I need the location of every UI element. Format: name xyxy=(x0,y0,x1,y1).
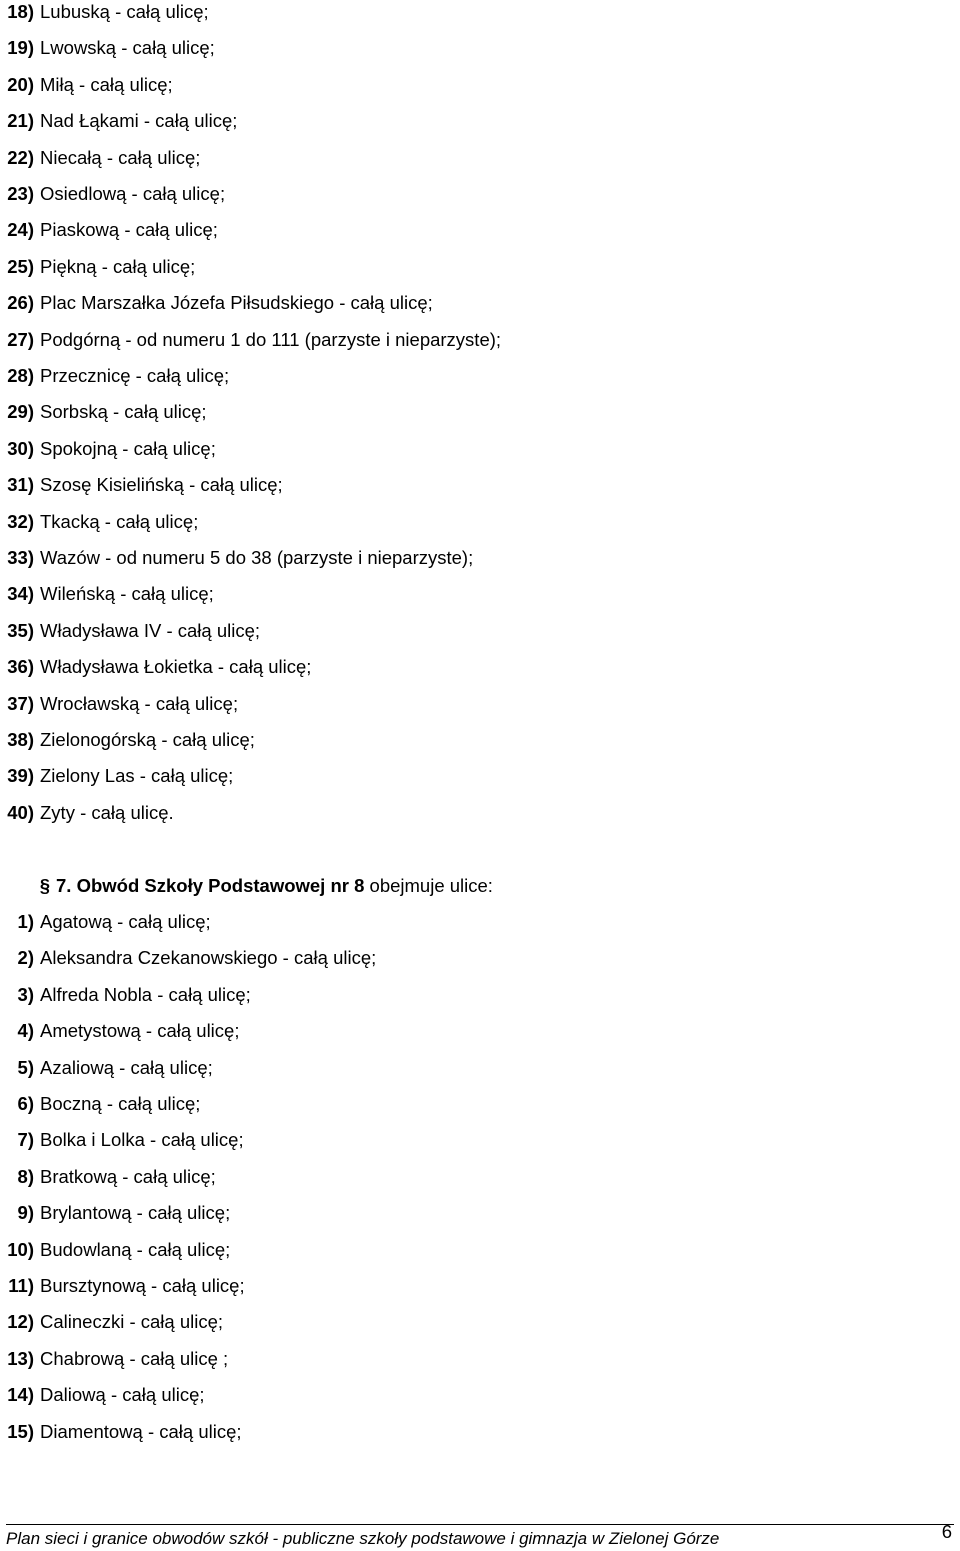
list-item xyxy=(0,1377,205,1413)
list-item-text: Niecałą - całą ulicę; xyxy=(40,146,201,168)
list-item xyxy=(0,904,211,940)
list-item-number: 25) xyxy=(7,255,34,277)
list-item xyxy=(0,212,218,248)
footer-title: Plan sieci i granice obwodów szkół - publiczne szkoły podstawowe i gimnazja w Zielonej Górze xyxy=(6,1529,720,1548)
list-item xyxy=(0,722,255,758)
list-item-number: 8) xyxy=(17,1165,34,1187)
list-item-number: 27) xyxy=(7,328,34,350)
list-item xyxy=(0,1159,216,1195)
list-item xyxy=(0,1195,230,1231)
list-item-number: 1) xyxy=(17,911,34,932)
list-item-text: Miłą - całą ulicę; xyxy=(40,73,173,95)
list-item-text: Boczną - całą ulicę; xyxy=(40,1093,201,1114)
list-item-number: 33) xyxy=(7,547,34,568)
list-item-text: Piaskową - całą ulicę; xyxy=(40,219,218,241)
list-item-number: 10) xyxy=(7,1238,34,1260)
list-item xyxy=(0,431,216,467)
list-item-number: 38) xyxy=(7,729,34,750)
section-heading xyxy=(0,868,940,904)
list-item-number: 18) xyxy=(7,1,34,22)
list-item xyxy=(0,540,473,576)
list-item-text: Chabrową - całą ulicę ; xyxy=(40,1347,229,1369)
list-item-number: 12) xyxy=(7,1311,34,1333)
list-item-number: 5) xyxy=(17,1056,34,1078)
list-item xyxy=(0,1414,242,1450)
list-item-number: 13) xyxy=(7,1347,34,1369)
list-item-text: Spokojną - całą ulicę; xyxy=(40,437,216,459)
list-item xyxy=(0,0,209,30)
section-sign-icon: § xyxy=(39,875,50,896)
list-item-number: 34) xyxy=(7,583,34,605)
list-item xyxy=(0,467,283,503)
list-item-number: 39) xyxy=(7,765,34,787)
list-item xyxy=(0,795,174,831)
list-item xyxy=(0,322,501,358)
list-item xyxy=(0,285,433,321)
list-item-text: Diamentową - całą ulicę; xyxy=(40,1420,242,1442)
page-number: 6 xyxy=(941,1521,952,1542)
list-item-text: Azaliową - całą ulicę; xyxy=(40,1056,213,1078)
list-item-text: Sorbską - całą ulicę; xyxy=(40,401,207,423)
list-item xyxy=(0,1232,230,1268)
list-item-text: Osiedlową - całą ulicę; xyxy=(40,183,226,204)
list-item-text: Władysława IV - całą ulicę; xyxy=(40,619,261,641)
list-item-text: Przecznicę - całą ulicę; xyxy=(40,365,230,386)
list-item-text: Zyty - całą ulicę. xyxy=(40,801,174,823)
list-item-text: Nad Łąkami - całą ulicę; xyxy=(40,110,238,132)
list-item xyxy=(0,504,198,540)
list-item-number: 7) xyxy=(17,1129,34,1151)
list-item xyxy=(0,1122,244,1158)
section-heading-rest: obejmuje ulice: xyxy=(364,875,493,896)
list-item-text: Bratkową - całą ulicę; xyxy=(40,1165,216,1187)
list-item xyxy=(0,686,238,722)
list-item-number: 19) xyxy=(7,37,34,59)
list-item-text: Plac Marszałka Józefa Piłsudskiego - całą ulicę; xyxy=(40,292,433,314)
list-item xyxy=(0,1013,239,1049)
list-item xyxy=(0,940,376,976)
list-item xyxy=(0,977,251,1013)
list-item-number: 11) xyxy=(8,1275,34,1296)
list-item-text: Bursztynową - całą ulicę; xyxy=(40,1275,245,1296)
list-item-number: 22) xyxy=(7,146,34,168)
list-item-text: Lubuską - całą ulicę; xyxy=(40,1,209,22)
list-item-text: Brylantową - całą ulicę; xyxy=(40,1202,231,1224)
list-item-text: Bolka i Lolka - całą ulicę; xyxy=(40,1129,244,1151)
list-item-number: 24) xyxy=(7,219,34,241)
list-item-number: 2) xyxy=(17,947,34,969)
list-item-number: 9) xyxy=(17,1202,34,1224)
list-item xyxy=(0,249,195,285)
list-item-text: Daliową - całą ulicę; xyxy=(40,1384,205,1406)
list-item xyxy=(0,176,225,212)
section-heading-bold: 7. Obwód Szkoły Podstawowej nr 8 xyxy=(56,875,365,896)
list-item xyxy=(0,758,233,794)
list-item-number: 37) xyxy=(7,692,34,714)
list-item-text: Zielony Las - całą ulicę; xyxy=(40,765,234,787)
list-item xyxy=(0,1341,228,1377)
list-item-number: 30) xyxy=(7,437,34,459)
list-item-text: Alfreda Nobla - całą ulicę; xyxy=(40,983,251,1005)
list-item-number: 6) xyxy=(17,1093,34,1114)
list-item-number: 29) xyxy=(7,401,34,423)
list-item xyxy=(0,1050,213,1086)
list-item-number: 35) xyxy=(7,619,34,641)
list-item-number: 32) xyxy=(7,510,34,532)
list-item-text: Agatową - całą ulicę; xyxy=(40,911,211,932)
list-item-text: Aleksandra Czekanowskiego - całą ulicę; xyxy=(40,947,377,969)
list-item-text: Podgórną - od numeru 1 do 111 (parzyste i nieparzyste); xyxy=(40,328,502,350)
list-item-text: Ametystową - całą ulicę; xyxy=(40,1020,240,1042)
list-item-number: 14) xyxy=(7,1384,34,1406)
list-item-number: 4) xyxy=(17,1020,34,1042)
list-item xyxy=(0,649,311,685)
list-item-text: Wrocławską - całą ulicę; xyxy=(40,692,239,714)
list-item-number: 15) xyxy=(7,1420,34,1442)
list-item xyxy=(0,394,207,430)
list-item xyxy=(0,140,200,176)
list-item-text: Władysława Łokietka - całą ulicę; xyxy=(40,656,312,678)
list-item xyxy=(0,1304,223,1340)
list-item-number: 28) xyxy=(7,365,34,386)
list-item-text: Tkacką - całą ulicę; xyxy=(40,510,199,532)
list-item xyxy=(0,67,173,103)
list-item-number: 23) xyxy=(7,183,34,204)
page-footer xyxy=(6,1521,954,1551)
list-item-text: Calineczki - całą ulicę; xyxy=(40,1311,224,1333)
list-item-number: 20) xyxy=(7,73,34,95)
list-item-text: Piękną - całą ulicę; xyxy=(40,255,196,277)
list-item xyxy=(0,358,229,394)
list-item-number: 26) xyxy=(7,292,34,314)
list-item-text: Zielonogórską - całą ulicę; xyxy=(40,729,255,750)
list-item xyxy=(0,1086,200,1122)
list-item-number: 21) xyxy=(7,110,34,132)
list-item-text: Szosę Kisielińską - całą ulicę; xyxy=(40,474,283,496)
list-item xyxy=(0,613,260,649)
list-item-text: Wazów - od numeru 5 do 38 (parzyste i nieparzyste); xyxy=(40,547,474,568)
list-item xyxy=(0,30,215,66)
list-item-number: 31) xyxy=(7,474,34,496)
list-item-text: Wileńską - całą ulicę; xyxy=(40,583,214,605)
list-item xyxy=(0,1268,245,1304)
list-item-text: Lwowską - całą ulicę; xyxy=(40,37,215,59)
list-item-text: Budowlaną - całą ulicę; xyxy=(40,1238,231,1260)
list-item-number: 3) xyxy=(17,983,34,1005)
list-item xyxy=(0,576,214,612)
list-item-number: 40) xyxy=(7,801,34,823)
list-item xyxy=(0,103,237,139)
list-item-number: 36) xyxy=(7,656,34,678)
